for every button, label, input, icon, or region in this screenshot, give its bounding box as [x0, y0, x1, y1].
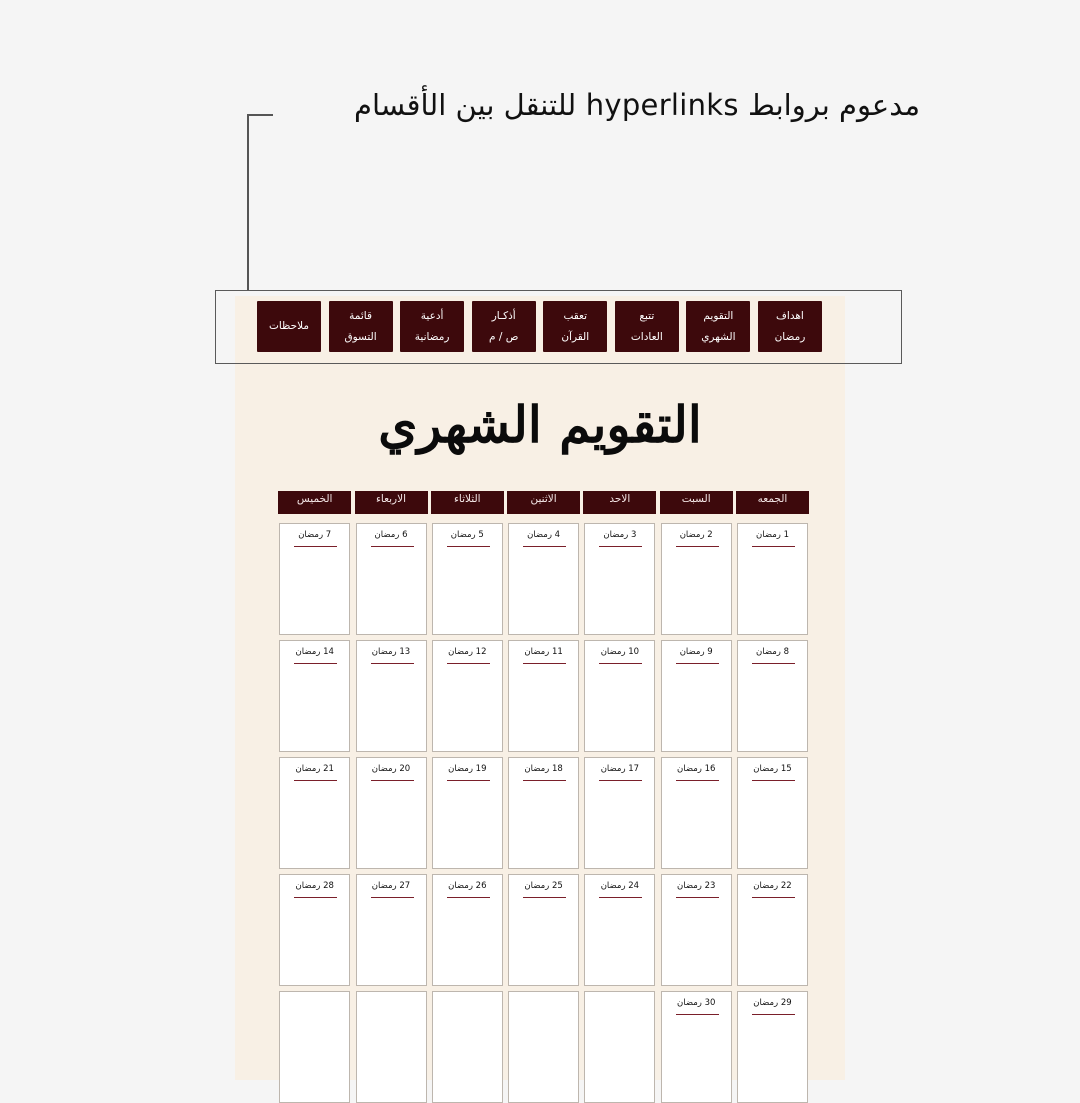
day-label: 23 رمضان: [676, 881, 716, 891]
day-label-underline: [752, 663, 795, 664]
day-header: الخميس: [278, 491, 351, 514]
nav-quran-tracker[interactable]: تعقب القرآن: [543, 301, 607, 352]
day-label-underline: [371, 897, 414, 898]
day-label: 7 رمضان: [298, 530, 332, 540]
calendar-day-cell[interactable]: [584, 874, 655, 986]
day-label: 18 رمضان: [524, 764, 563, 774]
day-label: 15 رمضان: [753, 764, 792, 774]
callout-connector-horizontal: [247, 114, 273, 116]
day-header: الاربعاء: [355, 491, 428, 514]
day-label-underline: [294, 897, 337, 898]
day-label: 28 رمضان: [295, 881, 334, 891]
day-label-underline: [447, 663, 490, 664]
nav-notes[interactable]: ملاحظات: [257, 301, 321, 352]
calendar-day-cell[interactable]: [508, 640, 579, 752]
day-label: 14 رمضان: [295, 647, 334, 657]
day-label: 1 رمضان: [756, 530, 789, 540]
nav-ramadan-goals[interactable]: اهداف رمضان: [758, 301, 822, 352]
day-label-underline: [599, 663, 642, 664]
calendar-day-cell[interactable]: [432, 523, 503, 635]
day-label: 12 رمضان: [448, 647, 487, 657]
day-label-underline: [447, 897, 490, 898]
day-header: الجمعه: [736, 491, 809, 514]
calendar-day-cell[interactable]: [279, 757, 350, 869]
day-label-underline: [294, 546, 337, 547]
day-label: 3 رمضان: [603, 530, 637, 540]
calendar-day-cell[interactable]: [584, 991, 655, 1103]
day-label: 4 رمضان: [527, 530, 561, 540]
day-label-underline: [447, 780, 490, 781]
nav-habit-tracker[interactable]: تتبع العادات: [615, 301, 679, 352]
day-label: 22 رمضان: [753, 881, 792, 891]
calendar-day-cell[interactable]: [584, 523, 655, 635]
day-label: 13 رمضان: [371, 647, 411, 657]
day-label-underline: [752, 897, 795, 898]
calendar-day-cell[interactable]: [661, 757, 732, 869]
calendar-day-cell[interactable]: [737, 757, 808, 869]
nav-shopping-list[interactable]: قائمة التسوق: [329, 301, 393, 352]
day-label-underline: [523, 780, 566, 781]
day-label-underline: [294, 663, 337, 664]
calendar-day-cell[interactable]: [356, 874, 427, 986]
day-label-underline: [371, 780, 414, 781]
calendar-day-cell[interactable]: [661, 523, 732, 635]
day-label: 8 رمضان: [756, 647, 789, 657]
day-header: الاثنين: [507, 491, 580, 514]
hyperlinks-caption: مدعوم بروابط hyperlinks للتنقل بين الأقسام: [354, 88, 920, 122]
nav-ramadan-duas[interactable]: أدعية رمضانية: [400, 301, 464, 352]
day-label: 24 رمضان: [600, 881, 640, 891]
day-label: 10 رمضان: [600, 647, 640, 657]
day-label: 19 رمضان: [448, 764, 487, 774]
calendar-day-cell[interactable]: [432, 874, 503, 986]
calendar-day-cell[interactable]: [279, 640, 350, 752]
day-label: 5 رمضان: [450, 530, 484, 540]
day-label: 11 رمضان: [524, 647, 563, 657]
day-label: 9 رمضان: [679, 647, 713, 657]
calendar-day-cell[interactable]: [356, 640, 427, 752]
day-label-underline: [523, 663, 566, 664]
calendar-day-cell[interactable]: [432, 640, 503, 752]
calendar-day-cell[interactable]: [432, 757, 503, 869]
calendar-day-cell[interactable]: [356, 523, 427, 635]
calendar-day-cell[interactable]: [661, 640, 732, 752]
callout-connector-vertical: [247, 114, 249, 291]
calendar-day-cell[interactable]: [279, 874, 350, 986]
calendar-day-cell[interactable]: [508, 523, 579, 635]
calendar-day-cell[interactable]: [661, 874, 732, 986]
calendar-day-cell[interactable]: [508, 874, 579, 986]
day-label-underline: [523, 546, 566, 547]
day-label-underline: [676, 780, 719, 781]
day-label-underline: [752, 1014, 795, 1015]
calendar-day-cell[interactable]: [661, 991, 732, 1103]
calendar-day-cell[interactable]: [356, 991, 427, 1103]
day-label: 6 رمضان: [374, 530, 408, 540]
day-label: 2 رمضان: [679, 530, 713, 540]
day-label-underline: [294, 780, 337, 781]
day-label-underline: [752, 546, 795, 547]
day-label-underline: [599, 897, 642, 898]
day-label: 27 رمضان: [371, 881, 411, 891]
day-label-underline: [371, 663, 414, 664]
day-label-underline: [676, 897, 719, 898]
calendar-day-cell[interactable]: [584, 640, 655, 752]
day-label: 17 رمضان: [600, 764, 640, 774]
nav-adhkar[interactable]: أذكـار ص / م: [472, 301, 536, 352]
day-label-underline: [371, 546, 414, 547]
day-label: 21 رمضان: [295, 764, 334, 774]
calendar-day-cell[interactable]: [737, 991, 808, 1103]
calendar-day-cell[interactable]: [508, 991, 579, 1103]
day-label-underline: [676, 663, 719, 664]
calendar-day-cell[interactable]: [737, 640, 808, 752]
day-label: 16 رمضان: [676, 764, 716, 774]
day-label-underline: [599, 546, 642, 547]
calendar-day-cell[interactable]: [279, 523, 350, 635]
calendar-day-cell[interactable]: [584, 757, 655, 869]
day-label-underline: [676, 1014, 719, 1015]
calendar-day-cell[interactable]: [737, 523, 808, 635]
calendar-day-cell[interactable]: [356, 757, 427, 869]
day-label-underline: [523, 897, 566, 898]
day-label-underline: [447, 546, 490, 547]
day-header: الاحد: [583, 491, 656, 514]
nav-monthly-calendar[interactable]: التقويم الشهري: [686, 301, 750, 352]
day-label: 29 رمضان: [753, 998, 792, 1008]
calendar-day-cell[interactable]: [737, 874, 808, 986]
day-header: السبت: [660, 491, 733, 514]
day-label-underline: [599, 780, 642, 781]
calendar-day-cell[interactable]: [432, 991, 503, 1103]
calendar-day-cell[interactable]: [508, 757, 579, 869]
day-label: 20 رمضان: [371, 764, 411, 774]
nav-highlight-frame: [215, 290, 902, 364]
day-header: الثلاثاء: [431, 491, 504, 514]
day-label-underline: [752, 780, 795, 781]
day-label-underline: [676, 546, 719, 547]
calendar-day-cell[interactable]: [279, 991, 350, 1103]
day-label: 26 رمضان: [448, 881, 487, 891]
page-title: التقويم الشهري: [378, 395, 702, 454]
day-label: 30 رمضان: [676, 998, 716, 1008]
day-label: 25 رمضان: [524, 881, 563, 891]
